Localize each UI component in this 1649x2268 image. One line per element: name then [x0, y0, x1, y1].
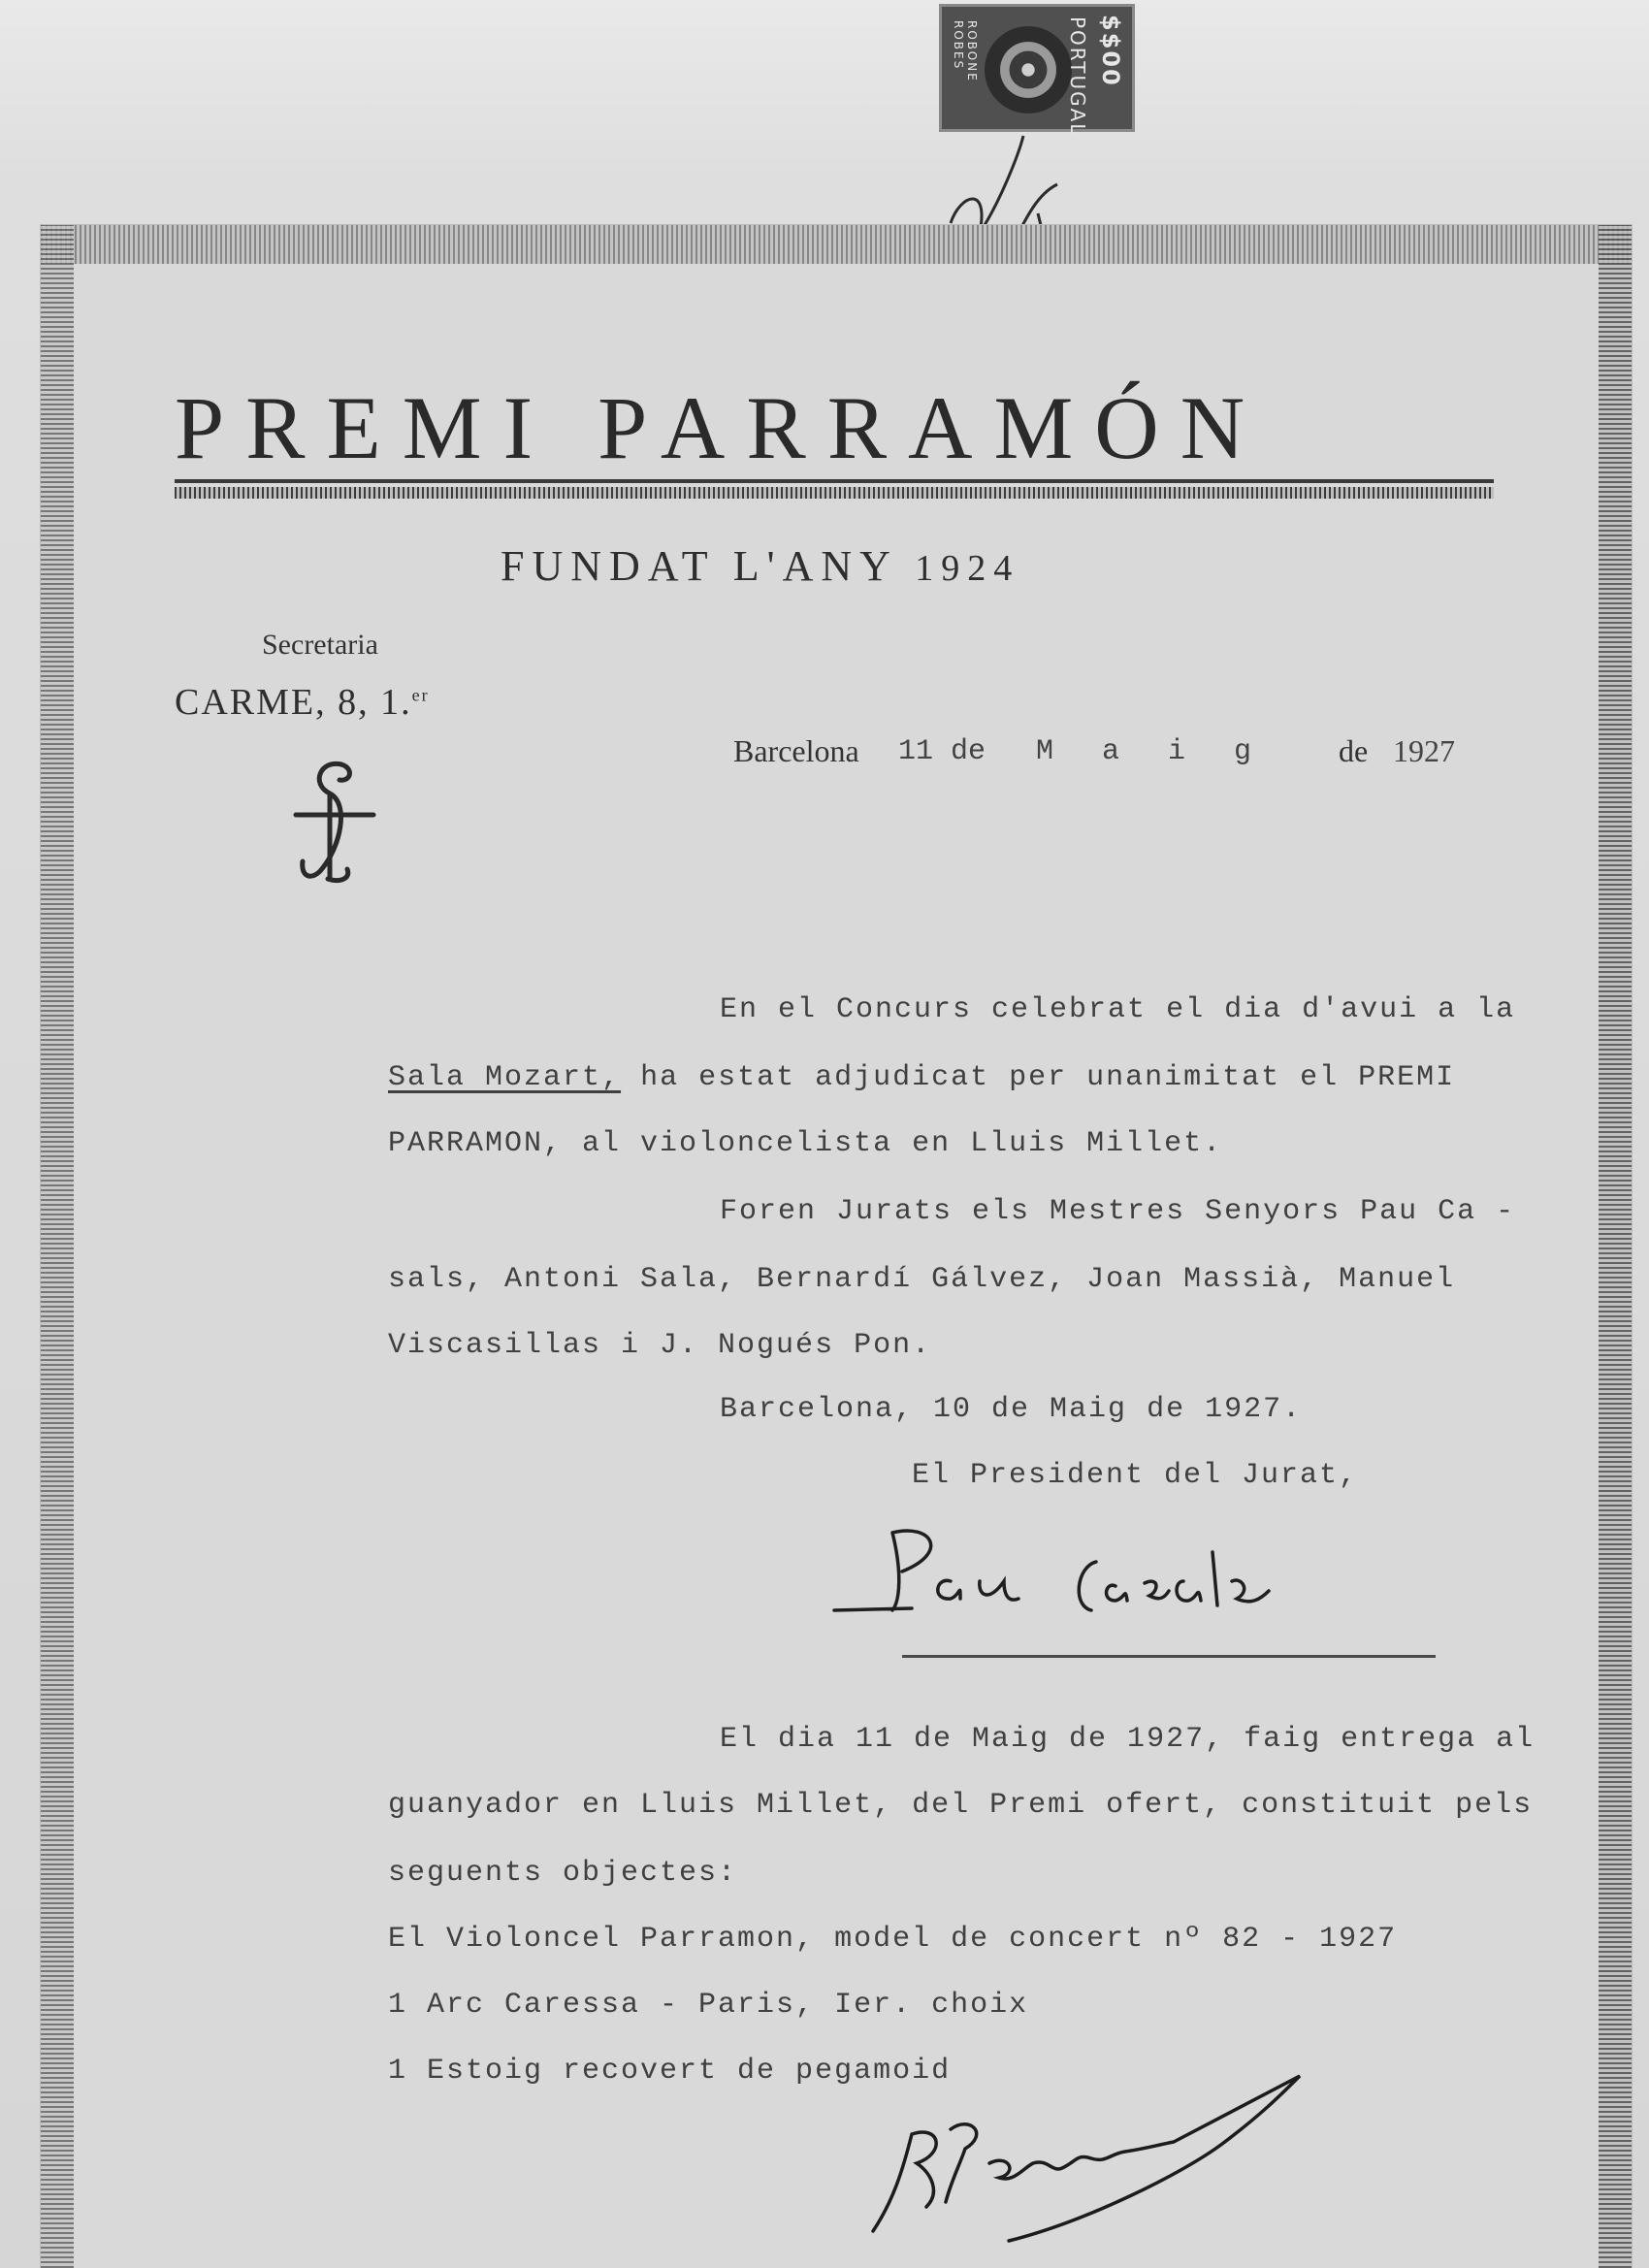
signature-pau-casals [824, 1513, 1406, 1630]
delivery-line-2: guanyador en Lluis Millet, del Premi ofert, constituit pels [388, 1789, 1534, 1822]
address-floor-sup: er [411, 685, 430, 705]
address [175, 681, 430, 724]
body-line-6: Viscasillas i J. Nogués Pon. [388, 1329, 932, 1362]
date-year-prefix: de [1339, 733, 1369, 768]
monogram-logo-icon [281, 755, 388, 891]
stamp-country: PORTUGAL [1066, 16, 1089, 137]
body-line-2 [388, 1061, 1455, 1094]
stamp-value: $$00 [1097, 15, 1124, 87]
body-line-3: PARRAMON, al violoncelista en Lluis Millet. [388, 1127, 1223, 1160]
body-line-5: sals, Antoni Sala, Bernardí Gálvez, Joan Massià, Manuel [388, 1263, 1456, 1296]
signature-r-parramon [854, 2037, 1416, 2260]
date-year: 1927 [1393, 733, 1455, 768]
secretaria-label: Secretaria [262, 629, 378, 661]
sheet-border-top [41, 225, 1632, 264]
delivery-line-5: 1 Arc Caressa - Paris, Ier. choix [388, 1989, 1029, 2022]
delivery-line-1: El dia 11 de Maig de 1927, faig entrega al [720, 1723, 1536, 1756]
sheet-border-left [41, 225, 74, 2268]
postage-stamp [939, 4, 1135, 137]
title-rule [175, 479, 1494, 483]
sala-mozart: Sala Mozart, [388, 1061, 622, 1094]
founded-year: 1924 [915, 548, 1020, 589]
body-line-8: El President del Jurat, [912, 1459, 1359, 1492]
stamp-small-text: ROBONE ROBES [952, 20, 979, 82]
body-line-1: En el Concurs celebrat el dia d'avui a la [720, 993, 1516, 1026]
delivery-line-3: seguents objectes: [388, 1857, 738, 1890]
delivery-line-6: 1 Estoig recovert de pegamoid [388, 2055, 952, 2088]
delivery-line-4: El Violoncel Parramon, model de concert nº 82 - 1927 [388, 1923, 1398, 1956]
body-line-2-text: ha estat adjudicat per unanimitat el PREMI [640, 1061, 1456, 1094]
title-hatched-rule [175, 487, 1494, 499]
date-day: 11 de [898, 735, 986, 768]
date-month: M a i g [1036, 735, 1268, 768]
founded-label: FUNDAT L'ANY [501, 542, 897, 590]
address-street: CARME, 8, 1. [175, 682, 412, 723]
body-line-7: Barcelona, 10 de Maig de 1927. [720, 1393, 1303, 1426]
letter-sheet [41, 225, 1632, 2268]
stamp-emblem-icon [985, 26, 1072, 113]
date-city: Barcelona [733, 733, 859, 768]
letterhead-title: PREMI PARRAMÓN [175, 378, 1267, 477]
body-line-4: Foren Jurats els Mestres Senyors Pau Ca - [720, 1195, 1516, 1228]
founded-line [501, 541, 1019, 591]
signature-divider [902, 1655, 1436, 1658]
sheet-border-right [1599, 225, 1632, 2268]
